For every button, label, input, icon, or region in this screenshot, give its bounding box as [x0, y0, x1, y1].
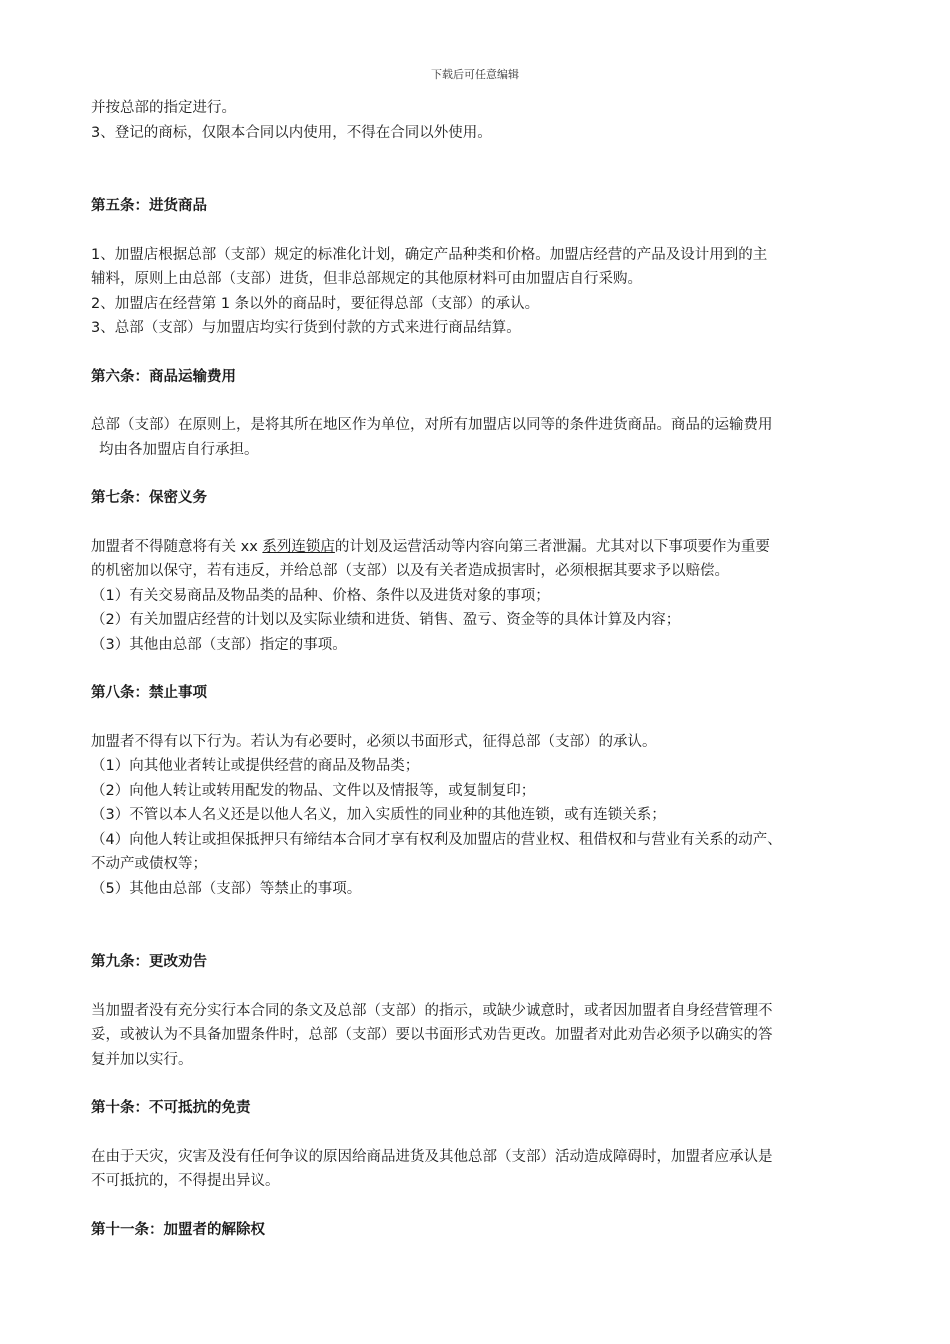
article-8-item: （5）其他由总部（支部）等禁止的事项。: [91, 880, 362, 897]
article-6-title: 第六条：商品运输费用: [91, 368, 236, 385]
article-8-item: （2）向他人转让或转用配发的物品、文件以及情报等，或复制复印；: [91, 782, 536, 799]
article-6-paragraph: 总部（支部）在原则上，是将其所在地区作为单位，对所有加盟店以同等的条件进货商品。商品的运输费用: [91, 417, 773, 433]
article-7-text: 的计划及运营活动等内容向第三者泄漏。尤其对以下事项要作为重要: [334, 538, 770, 555]
article-10-paragraph: 在由于天灾，灾害及没有任何争议的原因给商品进货及其他总部（支部）活动造成障碍时，加盟者应承认是: [91, 1148, 773, 1165]
article-8-item: （1）向其他业者转让或提供经营的商品及物品类；: [91, 758, 420, 774]
article-8-title: 第八条：禁止事项: [91, 685, 207, 701]
article-7-item: （3）其他由总部（支部）指定的事项。: [91, 636, 347, 653]
article-7-paragraph: 的机密加以保守，若有违反，并给总部（支部）以及有关者造成损害时，必须根据其要求予以赔偿。: [91, 563, 729, 579]
page-header: 下载后可任意编辑: [431, 68, 519, 81]
article-5-paragraph: 辅料，原则上由总部（支部）进货，但非总部规定的其他原材料可由加盟店自行采购。: [91, 271, 642, 287]
article-5-paragraph: 1、加盟店根据总部（支部）规定的标准化计划，确定产品种类和价格。加盟店经营的产品及设计用到的主: [91, 246, 768, 263]
article-9-paragraph: 复并加以实行。: [91, 1051, 193, 1068]
article-10-title: 第十条：不可抵抗的免责: [91, 1100, 251, 1116]
article-9-paragraph: 当加盟者没有充分实行本合同的条文及总部（支部）的指示，或缺少诚意时，或者因加盟者自身经营管理不: [91, 1002, 773, 1019]
chain-store-link[interactable]: 系列连锁店: [262, 538, 335, 555]
article-9-title: 第九条：更改劝告: [91, 954, 207, 970]
article-7-paragraph: [91, 535, 891, 560]
intro-line: 3、登记的商标，仅限本合同以内使用，不得在合同以外使用。: [91, 124, 492, 141]
article-7-item: （1）有关交易商品及物品类的品种、价格、条件以及进货对象的事项；: [91, 587, 550, 604]
article-8-item: 不动产或债权等；: [91, 856, 207, 872]
article-7-text: 加盟者不得随意将有关 xx: [91, 538, 263, 555]
article-7-item: （2）有关加盟店经营的计划以及实际业绩和进货、销售、盈亏、资金等的具体计算及内容；: [91, 612, 681, 628]
document-body: [91, 96, 891, 1242]
article-7-title: 第七条：保密义务: [91, 490, 207, 506]
article-6-paragraph: 均由各加盟店自行承担。: [99, 441, 259, 458]
article-8-item: （4）向他人转让或担保抵押只有缔结本合同才享有权利及加盟店的营业权、租借权和与营业有关系的动产、: [91, 831, 782, 848]
article-8-paragraph: 加盟者不得有以下行为。若认为有必要时，必须以书面形式，征得总部（支部）的承认。: [91, 733, 657, 750]
article-9-paragraph: 妥，或被认为不具备加盟条件时，总部（支部）要以书面形式劝告更改。加盟者对此劝告必须予以确实的答: [91, 1027, 773, 1043]
article-5-paragraph: 3、总部（支部）与加盟店均实行货到付款的方式来进行商品结算。: [91, 320, 521, 336]
article-5-paragraph: 2、加盟店在经营第 1 条以外的商品时，要征得总部（支部）的承认。: [91, 295, 540, 312]
intro-line: 并按总部的指定进行。: [91, 100, 236, 116]
article-10-paragraph: 不可抵抗的，不得提出异议。: [91, 1173, 280, 1189]
article-11-title: 第十一条：加盟者的解除权: [91, 1221, 265, 1238]
article-5-title: 第五条：进货商品: [91, 198, 207, 214]
article-8-item: （3）不管以本人名义还是以他人名义，加入实质性的同业种的其他连锁，或有连锁关系；: [91, 807, 666, 823]
